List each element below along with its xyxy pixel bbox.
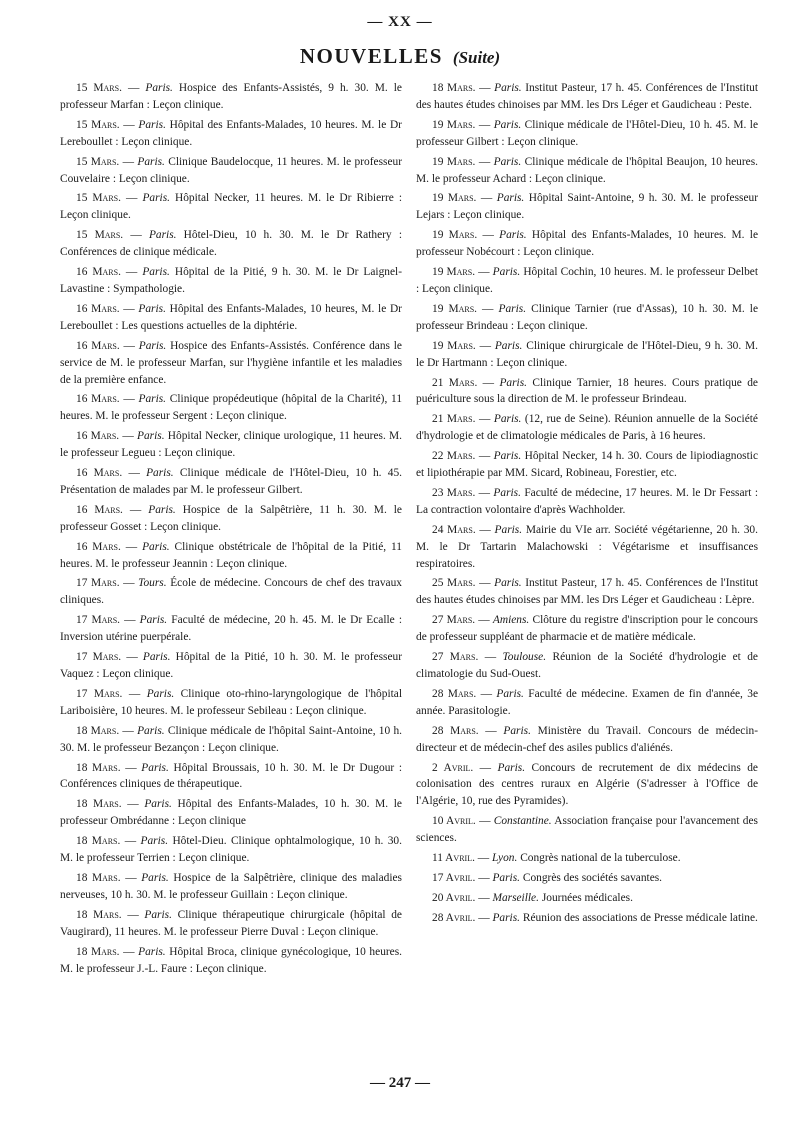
news-entry: 28 Avril. — Paris. Réunion des associations de Presse médicale latine. (432, 911, 758, 924)
entry-city: Paris. (138, 118, 166, 131)
entry-text: Clinique Baudelocque, 11 heures. M. le professeur Couvelaire : Leçon clinique. (60, 155, 402, 185)
entry-text: Clinique thérapeutique chirurgicale (hôpital de Vaugirard), 11 heures. M. le professeur Pierre Duval : Leçon clinique. (60, 908, 402, 938)
entry-text: Ministère du Travail. Concours de médecin-directeur et de médecin-chef des asiles publics d'aliénés. (416, 724, 758, 754)
news-entry: 16 Mars. — Paris. Hôpital des Enfants-Malades, 10 heures, M. le Dr Lereboullet : Les questions actuelles de la diphtérie. (60, 302, 402, 332)
entry-text: Hôpital de la Pitié, 9 h. 30. M. le Dr Laignel-Lavastine : Sympathologie. (60, 266, 402, 295)
entry-text: Institut Pasteur, 17 h. 45. Conférences de l'Institut des hautes études chinoises par MM. les Drs Léger et Gaudicheau : Peste. (416, 82, 758, 111)
entry-city: Paris. (142, 540, 170, 553)
entry-city: Paris. (144, 908, 172, 921)
entry-city: Paris. (496, 192, 525, 205)
entry-text: (12, rue de Seine). Réunion annuelle de la Société d'hydrologie et de climatologie médicales de Paris, à 16 heures. (416, 413, 758, 443)
entry-city: Paris. (140, 835, 169, 848)
entry-date: 18 Mars. (76, 871, 121, 884)
entry-city: Paris. (146, 687, 175, 700)
entry-text: Hôpital Broussais, 10 h. 30. M. le Dr Dugour : Conférences cliniques de thérapeutique. (60, 761, 403, 791)
entry-date: 16 Mars. (76, 266, 121, 279)
news-entry: 19 Mars. — Paris. Hôpital des Enfants-Malades, 10 heures. M. le professeur Nobécourt : Leçon clinique. (416, 229, 758, 259)
entry-text: Hôpital Cochin, 10 heures. M. le professeur Delbet : Leçon clinique. (416, 266, 758, 295)
news-entry: 15 Mars. — Paris. Hôtel-Dieu, 10 h. 30. M. le Dr Rathery : Conférences de clinique médicale. (60, 229, 402, 259)
entry-city: Paris. (137, 155, 165, 168)
entry-city: Paris. (145, 82, 173, 94)
entry-text: Clinique obstétricale de l'hôpital de la Pitié, 11 heures. M. le professeur Jeannin : Leçon clinique. (60, 540, 402, 570)
news-entry: 18 Mars. — Paris. Hospice de la Salpêtrière, clinique des maladies nerveuses, 10 h. 30. M. le professeur Guillain : Leçon clinique. (60, 871, 402, 901)
entry-date: 16 Mars. (76, 467, 123, 480)
entry-text: Hôpital Saint-Antoine, 9 h. 30. M. le professeur Lejars : Leçon clinique. (416, 192, 759, 222)
entry-text: Hospice de la Salpêtrière, 11 h. 30. M. le professeur Gosset : Leçon clinique. (60, 503, 402, 533)
entry-date: 19 Mars. (432, 339, 476, 352)
entry-text: Hôpital des Enfants-Malades, 10 heures. M. le Dr Lereboullet : Leçon clinique. (60, 118, 402, 148)
entry-city: Paris. (137, 724, 165, 737)
entry-date: 28 Mars. (432, 687, 477, 700)
entry-date: 19 Mars. (432, 192, 477, 205)
news-entry: 15 Mars. — Paris. Clinique Baudelocque, 11 heures. M. le professeur Couvelaire : Leçon clinique. (60, 155, 402, 185)
entry-date: 18 Mars. (76, 908, 122, 921)
section-header (0, 44, 800, 69)
page-number: — 247 — (370, 1075, 430, 1091)
entry-text: Hôpital de la Pitié, 10 h. 30. M. le professeur Vaquez : Leçon clinique. (60, 651, 403, 680)
entry-city: Paris. (138, 945, 166, 958)
entry-date: 21 Mars. (432, 376, 478, 389)
news-entry: 18 Mars. — Paris. Institut Pasteur, 17 h. 45. Conférences de l'Institut des hautes études chinoises par MM. les Drs Léger et Gaudicheau : Peste. (416, 82, 758, 111)
entry-date: 16 Mars. (76, 302, 120, 315)
news-entry: 28 Mars. — Paris. Ministère du Travail. Concours de médecin-directeur et de médecin-chef des asiles publics d'aliénés. (416, 724, 758, 754)
entry-date: 19 Mars. (432, 118, 476, 131)
entry-date: 16 Mars. (76, 503, 123, 516)
entry-city: Paris. (493, 118, 522, 131)
entry-text: Hospice de la Salpêtrière, clinique des maladies nerveuses, 10 h. 30. M. le professeur Guillain : Leçon clinique. (60, 871, 402, 901)
news-entry: 18 Mars. — Paris. Hôpital Broussais, 10 h. 30. M. le Dr Dugour : Conférences cliniques de thérapeutique. (60, 761, 403, 791)
entry-date: 18 Mars. (76, 724, 120, 737)
entry-date: 24 Mars. (432, 523, 476, 536)
entry-date: 22 Mars. (432, 450, 476, 463)
entry-text: Clinique médicale de l'Hôtel-Dieu, 10 h. 45. Présentation de malades par M. le professeur Gilbert. (60, 467, 402, 496)
entry-date: 19 Mars. (432, 266, 476, 279)
entry-text: Hôtel-Dieu, 10 h. 30. M. le Dr Rathery : Conférences de clinique médicale. (60, 229, 402, 259)
entry-text: Mairie du VIe arr. Société végétarienne, 20 h. 30. M. le Dr Tartarin Malachowski : Végétarisme et insuffisances respiratoires. (416, 523, 758, 570)
news-entry: 11 Avril. — Lyon. Congrès national de la tuberculose. (432, 852, 681, 865)
entry-city: Paris. (139, 614, 168, 627)
entry-city: Paris. (499, 229, 527, 242)
entry-date: 28 Avril. (432, 911, 476, 924)
news-entry: 23 Mars. — Paris. Faculté de médecine, 17 heures. M. le Dr Fessart : La contraction volontaire d'après Wachholder. (416, 486, 758, 516)
entry-text: Hôpital Necker, 11 heures. M. le Dr Ribierre : Leçon clinique. (60, 192, 402, 222)
entry-date: 19 Mars. (432, 229, 478, 242)
news-entry: 25 Mars. — Paris. Institut Pasteur, 17 h. 45. Conférences de l'Institut des hautes études chinoises par MM. les Drs Léger et Gaudicheau : Lèpre. (416, 577, 758, 607)
entry-text: Faculté de médecine, 17 heures. M. le Dr Fessart : La contraction volontaire d'après Wachholder. (416, 486, 758, 516)
news-entry: 18 Mars. — Paris. Hôpital Broca, clinique gynécologique, 10 heures. M. le professeur J.-L. Faure : Leçon clinique. (60, 945, 403, 975)
entry-date: 23 Mars. (432, 486, 476, 499)
news-entry: 16 Mars. — Paris. Clinique médicale de l'Hôtel-Dieu, 10 h. 45. Présentation de malades par M. le professeur Gilbert. (60, 467, 402, 496)
news-entry: 2 Avril. — Paris. Concours de recrutement de dix médecins de colonisation des centres ruraux en Algérie (S'adresser à l'Office de l'Algérie, 10, rue des Pyramides). (416, 761, 758, 808)
entry-date: 15 Mars. (76, 118, 120, 131)
news-entry: 17 Avril. — Paris. Congrès des sociétés savantes. (432, 871, 663, 884)
entry-text: Hôtel-Dieu. Clinique ophtalmologique, 10 h. 30. M. le professeur Terrien : Leçon clinique. (60, 835, 402, 865)
entry-date: 18 Mars. (76, 945, 120, 958)
entry-city: Paris. (492, 871, 520, 884)
news-entry: 16 Mars. — Paris. Hospice des Enfants-Assistés. Conférence dans le service de M. le professeur Marfan, sur l'hygiène infantile et les maladies de la première enfance. (60, 339, 402, 386)
entry-city: Paris. (138, 393, 167, 406)
news-entry: 16 Mars. — Paris. Clinique obstétricale de l'hôpital de la Pitié, 11 heures. M. le professeur Jeannin : Leçon clinique. (60, 540, 402, 570)
news-entry: 19 Mars. — Paris. Clinique médicale de l'hôpital Beaujon, 10 heures. M. le professeur Achard : Leçon clinique. (416, 155, 758, 185)
entry-city: Paris. (494, 82, 522, 94)
entry-city: Paris. (138, 302, 166, 315)
news-entry: 18 Mars. — Paris. Clinique thérapeutique chirurgicale (hôpital de Vaugirard), 11 heures. M. le professeur Pierre Duval : Leçon clinique. (60, 908, 402, 938)
entry-date: 15 Mars. (76, 229, 124, 242)
news-entry: 16 Mars. — Paris. Hôpital Necker, clinique urologique, 11 heures. M. le professeur Legueu : Leçon clinique. (60, 430, 402, 460)
entry-city: Paris. (496, 687, 524, 700)
entry-text: Hôpital des Enfants-Malades, 10 heures, M. le Dr Lereboullet : Les questions actuelles de la diphtérie. (60, 302, 402, 332)
entry-city: Lyon. (492, 852, 518, 865)
entry-city: Paris. (494, 339, 523, 352)
news-entry: 19 Mars. — Paris. Hôpital Saint-Antoine, 9 h. 30. M. le professeur Lejars : Leçon clinique. (416, 192, 759, 222)
news-entry: 22 Mars. — Paris. Hôpital Necker, 14 h. 30. Cours de lipiodiagnostic et lipiothérapie par MM. Sicard, Robineau, Forestier, etc. (416, 450, 759, 480)
entry-date: 17 Mars. (76, 614, 121, 627)
entry-date: 27 Mars. (432, 614, 476, 627)
entry-text: Clinique médicale de l'hôpital Saint-Antoine, 10 h. 30. M. le professeur Bezançon : Leçon clinique. (60, 724, 402, 754)
entry-date: 17 Mars. (76, 687, 123, 700)
entry-text: Congrès des sociétés savantes. (522, 871, 663, 884)
entry-city: Paris. (493, 155, 522, 168)
entry-date: 11 Avril. (432, 852, 475, 865)
news-entry: 10 Avril. — Constantine. Association française pour l'avancement des sciences. (416, 815, 758, 845)
entry-city: Paris. (494, 577, 522, 590)
news-entry: 15 Mars. — Paris. Hôpital Necker, 11 heures. M. le Dr Ribierre : Leçon clinique. (60, 192, 402, 222)
entry-city: Toulouse. (502, 651, 547, 664)
news-entry: 18 Mars. — Paris. Clinique médicale de l'hôpital Saint-Antoine, 10 h. 30. M. le professeur Bezançon : Leçon clinique. (60, 724, 402, 754)
entry-city: Paris. (142, 266, 170, 279)
entry-date: 10 Avril. (432, 815, 476, 828)
entry-date: 15 Mars. (76, 155, 120, 168)
entry-date: 21 Mars. (432, 413, 476, 426)
entry-text: Clinique Tarnier, 18 heures. Cours pratique de puériculture sous la direction de M. le professeur Brindeau. (416, 376, 758, 406)
right-column (416, 80, 758, 930)
entry-city: Paris. (137, 430, 165, 443)
news-entry: 27 Mars. — Amiens. Clôture du registre d'inscription pour le concours de professeur suppléant de pharmacie et de matière médicale. (416, 614, 758, 644)
news-entry: 21 Mars. — Paris. (12, rue de Seine). Réunion annuelle de la Société d'hydrologie et de climatologie médicales de Paris, à 16 heures. (416, 413, 758, 443)
news-entry: 18 Mars. — Paris. Hôtel-Dieu. Clinique ophtalmologique, 10 h. 30. M. le professeur Terrien : Leçon clinique. (60, 835, 402, 865)
entry-text: Clôture du registre d'inscription pour le concours de professeur suppléant de pharmacie et de matière médicale. (416, 614, 758, 644)
entry-date: 17 Avril. (432, 871, 476, 884)
entry-city: Paris. (503, 724, 531, 737)
entry-text: Institut Pasteur, 17 h. 45. Conférences de l'Institut des hautes études chinoises par MM. les Drs Léger et Gaudicheau : Lèpre. (416, 577, 758, 607)
news-entry: 17 Mars. — Paris. Clinique oto-rhino-laryngologique de l'hôpital Lariboisière, 10 heures. M. le professeur Sebileau : Leçon clinique. (60, 687, 402, 717)
entry-city: Paris. (146, 467, 174, 480)
news-entry: 19 Mars. — Paris. Hôpital Cochin, 10 heures. M. le professeur Delbet : Leçon clinique. (416, 266, 758, 295)
news-entry: 15 Mars. — Paris. Hôpital des Enfants-Malades, 10 heures. M. le Dr Lereboullet : Leçon clinique. (60, 118, 402, 148)
entry-date: 20 Avril. (432, 891, 476, 904)
entry-text: Clinique médicale de l'hôpital Beaujon, 10 heures. M. le professeur Achard : Leçon clinique. (416, 155, 758, 185)
entry-city: Paris. (499, 376, 527, 389)
entry-city: Marseille. (492, 891, 539, 904)
section-title: NOUVELLES (299, 44, 443, 68)
entry-date: 18 Mars. (432, 82, 476, 94)
news-entry: 24 Mars. — Paris. Mairie du VIe arr. Société végétarienne, 20 h. 30. M. le Dr Tartarin Malachowski : Végétarisme et insuffisances respiratoires. (416, 523, 758, 570)
entry-text: Hôpital des Enfants-Malades, 10 h. 30. M. le professeur Ombrédanne : Leçon clinique (60, 798, 402, 828)
news-entry: 17 Mars. — Paris. Hôpital de la Pitié, 10 h. 30. M. le professeur Vaquez : Leçon clinique. (60, 651, 403, 680)
entry-date: 27 Mars. (432, 651, 479, 664)
entry-date: 17 Mars. (76, 651, 122, 664)
entry-text: Clinique oto-rhino-laryngologique de l'hôpital Lariboisière, 10 heures. M. le professeur Sebileau : Leçon clinique. (60, 687, 402, 717)
news-entry: 20 Avril. — Marseille. Journées médicales. (432, 891, 633, 904)
running-page-label: — XX — (367, 14, 433, 30)
news-entry: 16 Mars. — Paris. Clinique propédeutique (hôpital de la Charité), 11 heures. M. le professeur Sergent : Leçon clinique. (60, 393, 403, 423)
entry-city: Paris. (492, 266, 521, 279)
entry-date: 18 Mars. (76, 835, 121, 848)
entry-text: Hôpital Broca, clinique gynécologique, 10 heures. M. le professeur J.-L. Faure : Leçon clinique. (60, 945, 403, 975)
entry-text: Réunion de la Société d'hydrologie et de climatologie du Sud-Ouest. (416, 651, 758, 680)
entry-city: Paris. (493, 413, 522, 426)
entry-city: Paris. (141, 871, 169, 884)
news-entry: 18 Mars. — Paris. Hôpital des Enfants-Malades, 10 h. 30. M. le professeur Ombrédanne : Leçon clinique (60, 798, 402, 828)
entry-text: École de médecine. Concours de chef des travaux cliniques. (60, 577, 403, 607)
entry-text: Hospice des Enfants-Assistés, 9 h. 30. M. le professeur Marfan : Leçon clinique. (60, 82, 402, 111)
news-entry: 17 Mars. — Tours. École de médecine. Concours de chef des travaux cliniques. (60, 577, 403, 607)
section-subtitle: (Suite) (452, 48, 501, 67)
entry-text: Réunion des associations de Presse médicale latine. (522, 911, 758, 924)
entry-city: Tours. (138, 577, 167, 590)
news-entry: 16 Mars. — Paris. Hospice de la Salpêtrière, 11 h. 30. M. le professeur Gosset : Leçon clinique. (60, 503, 402, 533)
entry-text: Association française pour l'avancement des sciences. (416, 815, 758, 845)
entry-text: Congrès national de la tuberculose. (520, 852, 681, 865)
entry-date: 18 Mars. (76, 798, 122, 811)
entry-city: Paris. (138, 339, 167, 352)
entry-city: Paris. (498, 302, 527, 315)
entry-text: Hôpital Necker, clinique urologique, 11 heures. M. le professeur Legueu : Leçon clinique. (60, 430, 402, 460)
news-entry: 16 Mars. — Paris. Hôpital de la Pitié, 9 h. 30. M. le Dr Laignel-Lavastine : Sympathologie. (60, 266, 402, 295)
news-entry: 17 Mars. — Paris. Faculté de médecine, 20 h. 45. M. le Dr Ecalle : Inversion utérine puerpérale. (60, 614, 403, 644)
entry-text: Faculté de médecine. Examen de fin d'année, 3e année. Parasitologie. (416, 687, 759, 717)
entry-date: 19 Mars. (432, 302, 477, 315)
entry-date: 16 Mars. (76, 430, 120, 443)
news-entry: 27 Mars. — Toulouse. Réunion de la Société d'hydrologie et de climatologie du Sud-Ouest. (416, 651, 758, 680)
entry-text: Concours de recrutement de dix médecins de colonisation des centres ruraux en Algérie (S'adresser à l'Office de l'Algérie, 10, rue des Pyramides). (416, 761, 758, 808)
news-entry: 19 Mars. — Paris. Clinique Tarnier (rue d'Assas), 10 h. 30. M. le professeur Brindeau : Leçon clinique. (416, 302, 758, 332)
news-entry: 19 Mars. — Paris. Clinique chirurgicale de l'Hôtel-Dieu, 9 h. 30. M. le Dr Hartmann : Leçon clinique. (416, 339, 758, 369)
entry-text: Clinique propédeutique (hôpital de la Charité), 11 heures. M. le professeur Sergent : Leçon clinique. (60, 393, 403, 423)
left-column (60, 80, 402, 980)
entry-city: Paris. (144, 798, 172, 811)
news-entry: 21 Mars. — Paris. Clinique Tarnier, 18 heures. Cours pratique de puériculture sous la direction de M. le professeur Brindeau. (416, 376, 758, 406)
entry-date: 25 Mars. (432, 577, 476, 590)
entry-date: 16 Mars. (76, 540, 121, 553)
entry-city: Paris. (141, 761, 169, 774)
entry-date: 16 Mars. (76, 393, 120, 406)
news-entry: 15 Mars. — Paris. Hospice des Enfants-Assistés, 9 h. 30. M. le professeur Marfan : Leçon clinique. (60, 82, 402, 111)
entry-text: Hôpital Necker, 14 h. 30. Cours de lipiodiagnostic et lipiothérapie par MM. Sicard, Robineau, Forestier, etc. (416, 450, 759, 480)
news-entry: 28 Mars. — Paris. Faculté de médecine. Examen de fin d'année, 3e année. Parasitologie. (416, 687, 759, 717)
entry-date: 15 Mars. (76, 82, 122, 94)
news-entry: 19 Mars. — Paris. Clinique médicale de l'Hôtel-Dieu, 10 h. 45. M. le professeur Gilbert : Leçon clinique. (416, 118, 759, 148)
entry-city: Paris. (494, 523, 523, 536)
entry-text: Hôpital des Enfants-Malades, 10 heures. M. le professeur Nobécourt : Leçon clinique. (416, 229, 758, 259)
entry-city: Paris. (142, 651, 171, 664)
entry-date: 15 Mars. (76, 192, 121, 205)
entry-date: 18 Mars. (76, 761, 121, 774)
entry-date: 17 Mars. (76, 577, 120, 590)
entry-city: Paris. (493, 450, 522, 463)
entry-city: Paris. (142, 192, 170, 205)
entry-date: 28 Mars. (432, 724, 479, 737)
entry-text: Journées médicales. (541, 891, 633, 904)
entry-city: Paris. (148, 229, 177, 242)
entry-city: Paris. (493, 486, 521, 499)
entry-text: Clinique chirurgicale de l'Hôtel-Dieu, 9 h. 30. M. le Dr Hartmann : Leçon clinique. (416, 339, 758, 369)
entry-date: 19 Mars. (432, 155, 476, 168)
entry-city: Amiens. (492, 614, 530, 627)
entry-text: Hospice des Enfants-Assistés. Conférence dans le service de M. le professeur Marfan, sur l'hygiène infantile et les maladies de la première enfance. (60, 339, 402, 386)
entry-date: 16 Mars. (76, 339, 120, 352)
entry-text: Clinique Tarnier (rue d'Assas), 10 h. 30. M. le professeur Brindeau : Leçon clinique. (416, 302, 758, 332)
entry-date: 2 Avril. (432, 761, 474, 774)
entry-text: Clinique médicale de l'Hôtel-Dieu, 10 h. 45. M. le professeur Gilbert : Leçon clinique. (416, 118, 759, 148)
entry-city: Paris. (492, 911, 520, 924)
entry-text: Faculté de médecine, 20 h. 45. M. le Dr Ecalle : Inversion utérine puerpérale. (60, 614, 403, 644)
entry-city: Paris. (148, 503, 176, 516)
entry-city: Paris. (497, 761, 526, 774)
entry-city: Constantine. (493, 815, 552, 828)
